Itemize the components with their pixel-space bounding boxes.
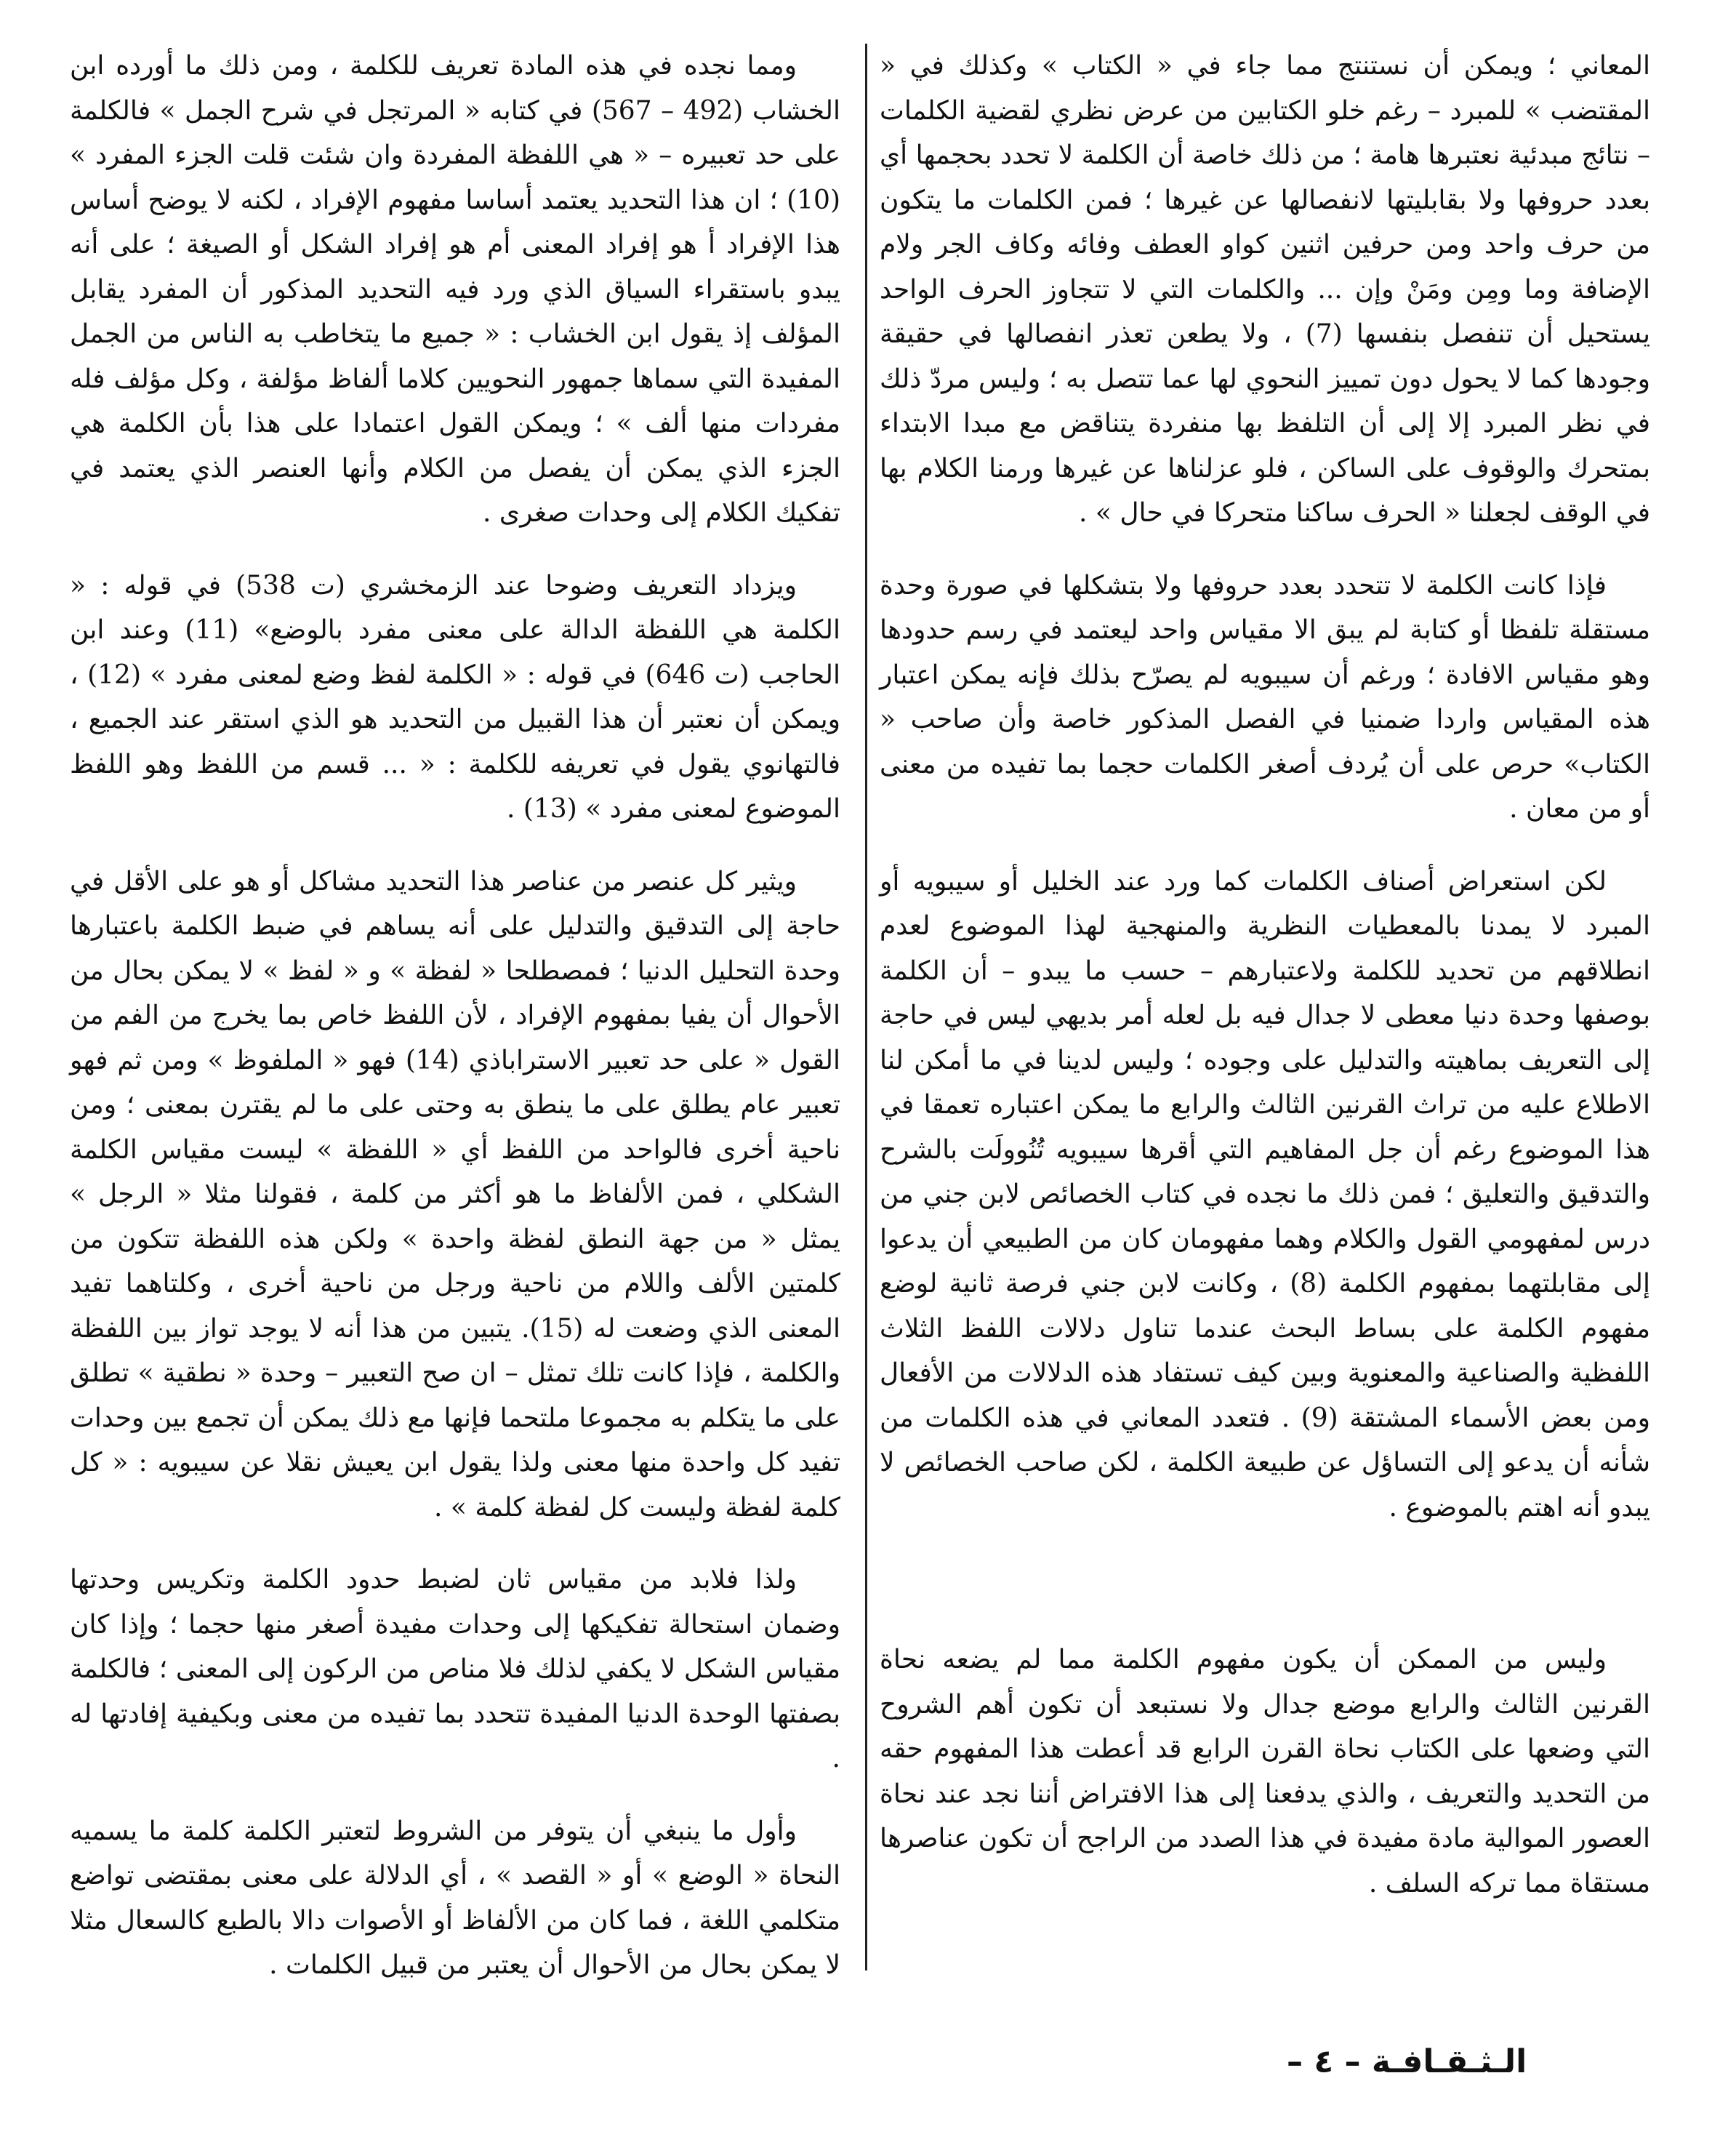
paragraph: ولذا فلابد من مقياس ثان لضبط حدود الكلمة وتكريس وحدتها وضمان استحالة تفكيكها إلى وحدات مفيدة أصغر منها حجما ؛ وإذا كان مقياس الشكل لا يكفي لذلك فلا مناص من الركون إلى المعنى ؛ فالكلمة بصفتها الوحدة الدنيا المفيدة تتحدد بما تفيده من معنى وبكيفية إفادتها له . — [70, 1565, 840, 1773]
page-footer: الـثـقـافـة – ٤ – — [1287, 2043, 1527, 2080]
paragraph: ويزداد التعريف وضوحا عند الزمخشري (ت 538) في قوله : « الكلمة هي اللفظة الدالة على معنى مفرد بالوضع» (11) وعند ابن الحاجب (ت 646) في قوله : « الكلمة لفظ وضع لمعنى مفرد » (12) ، ويمكن أن نعتبر أن هذا القبيل من التحديد هو الذي استقر عند الجميع ، فالتهانوي يقول في تعريفه للكلمة : « ... قسم من اللفظ وهو اللفظ الموضوع لمعنى مفرد » (13) . — [70, 570, 841, 824]
left-column — [70, 44, 840, 2016]
paragraph: ويثير كل عنصر من عناصر هذا التحديد مشاكل أو هو على الأقل في حاجة إلى التدقيق والتدليل على أنه يساهم في ضبط الكلمة باعتبارها وحدة التحليل الدنيا ؛ فمصطلحا « لفظة » و « لفظ » لا يمكن بحال من الأحوال أن يفيا بمفهوم الإفراد ، لأن اللفظ خاص بما يخرج من الفم من القول « على حد تعبير الاستراباذي (14) فهو « الملفوظ » ومن ثم فهو تعبير عام يطلق على ما ينطق به وحتى على ما لم يقترن بمعنى ؛ ومن ناحية أخرى فالواحد من اللفظ أي « اللفظة » ليست مقياس الكلمة الشكلي ، فمن الألفاظ ما هو أكثر من كلمة ، فقولنا مثلا « الرجل » يمثل « من جهة النطق لفظة واحدة » ولكن هذه اللفظة تتكون من كلمتين الألف واللام من ناحية ورجل من ناحية أخرى ، وكلتاهما تفيد المعنى الذي وضعت له (15). يتبين من هذا أنه لا يوجد تواز بين اللفظة والكلمة ، فإذا كانت تلك تمثل – ان صح التعبير – وحدة « نطقية » تطلق على ما يتكلم به مجموعا ملتحما فإنها مع ذلك يمكن أن تجمع بين وحدات تفيد كل واحدة منها معنى ولذا يقول ابن يعيش نقلا عن سيبويه : « كل كلمة لفظة وليست كل لفظة كلمة » . — [70, 866, 841, 1523]
paragraph: فإذا كانت الكلمة لا تتحدد بعدد حروفها ولا بتشكلها في صورة وحدة مستقلة تلفظا أو كتابة لم يبق الا مقياس واحد لیعتمد في رسم حدودها وهو مقياس الافادة ؛ ورغم أن سيبويه لم يصرّح بذلك فإنه يمكن اعتبار هذه المقياس واردا ضمنيا في الفصل المذكور خاصة وأن صاحب « الكتاب» حرص على أن يُردف أصغر الكلمات حجما بما تفيده من معنى أو من معان . — [880, 570, 1650, 824]
right-column — [880, 44, 1650, 1933]
paragraph: ومما نجده في هذه المادة تعريف للكلمة ، ومن ذلك ما أورده ابن الخشاب (492 – 567) في كتابه « المرتجل في شرح الجمل » فالكلمة على حد تعبيره – « هي اللفظة المفردة وان شئت قلت الجزء المفرد » (10) ؛ ان هذا التحديد يعتمد أساسا مفهوم الإفراد ، لكنه لا يوضح أساس هذا الإفراد أ هو إفراد المعنى أم هو إفراد الشكل أو الصيغة ؛ على أنه يبدو باستقراء السياق الذي ورد فيه التحديد المذكور أن المفرد يقابل المؤلف إذ يقول ابن الخشاب : « جميع ما يتخاطب به الناس من الجمل المفيدة التي سماها جمهور النحويين كلاما ألفاظ مؤلفة ، وكل مؤلف فله مفردات منها ألف » ؛ ويمكن القول اعتمادا على هذا بأن الكلمة هي الجزء الذي يمكن أن يفصل من الكلام وأنها العنصر الذي يعتمد في تفكيك الكلام إلى وحدات صغرى . — [70, 51, 841, 528]
paragraph: المعاني ؛ ويمكن أن نستنتج مما جاء في « الكتاب » وكذلك في « المقتضب » للمبرد – رغم خلو الكتابين من عرض نظري لقضية الكلمات – نتائج مبدئية نعتبرها هامة ؛ من ذلك خاصة أن الكلمة لا تحدد بحجمها أي بعدد حروفها ولا بقابليتها لانفصالها عن غيرها ؛ فمن الكلمات ما يتكون من حرف واحد ومن حرفين اثنين كواو العطف وفائه وكاف الجر ولام الإضافة وما ومِن ومَنْ وإن ... والكلمات التي لا تتجاوز الحرف الواحد يستحيل أن تنفصل بنفسها (7) ، ولا يطعن تعذر انفصالها في حقيقة وجودها كما لا يحول دون تمييز النحوي لها عما تتصل به ؛ وليس مردّ ذلك في نظر المبرد إلا إلى أن التلفظ بها منفردة يتناقض مع مبدا الابتداء بمتحرك والوقوف على الساكن ، فلو عزلناها عن غيرها ورمنا الكلام بها في الوقف لجعلنا « الحرف ساكنا متحركا في حال » . — [880, 51, 1650, 528]
paragraph-spacer — [880, 1557, 1650, 1637]
paragraph: لكن استعراض أصناف الكلمات كما ورد عند الخليل أو سيبويه أو المبرد لا يمدنا بالمعطيات النظرية والمنهجية لهذا الموضوع لعدم انطلاقهم من تحديد للكلمة ولاعتبارهم – حسب ما يبدو – أن الكلمة بوصفها وحدة دنيا معطى لا جدال فيه بل لعله أمر بديهي ليس في حاجة إلى التعريف بماهيته والتدليل على وجوده ؛ وليس لدينا في ما أمكن لنا الاطلاع عليه من تراث القرنين الثالث والرابع ما يمكن اعتباره تعمقا في هذا الموضوع رغم أن جل المفاهيم التي أقرها سيبويه تُنُوولَت بالشرح والتدقيق والتعليق ؛ فمن ذلك ما نجده في كتاب الخصائص لابن جني من درس لمفهومي القول والكلام وهما مفهومان كان من الطبيعي أن يدعوا إلى مقابلتهما بمفهوم الكلمة (8) ، وكانت لابن جني فرصة ثانية لوضع مفهوم الكلمة على بساط البحث عندما تناول دلالات اللفظ الثلاث اللفظية والصناعية والمعنوية وبين كيف تستفاد هذه الدلالات من الأفعال ومن بعض الأسماء المشتقة (9) . فتعدد المعاني في هذه الكلمات من شأنه أن يدعو إلى التساؤل عن طبيعة الكلمة ، لكن صاحب الخصائص لا يبدو أنه اهتم بالموضوع . — [880, 866, 1650, 1523]
paragraph: وليس من الممكن أن يكون مفهوم الكلمة مما لم يضعه نحاة القرنين الثالث والرابع موضع جدال ولا نستبعد أن تكون أهم الشروح التي وضعها على الكتاب نحاة القرن الرابع قد أعطت هذا المفهوم حقه من التحديد والتعريف ، والذي يدفعنا إلى هذا الافتراض أننا نجد عند نحاة العصور الموالية مادة مفيدة في هذا الصدد من الراجح أن تكون عناصرها مستقاة مما تركه السلف . — [880, 1645, 1650, 1899]
column-divider — [865, 44, 867, 1970]
paragraph: وأول ما ينبغي أن يتوفر من الشروط لتعتبر الكلمة كلمة ما يسميه النحاة « الوضع » أو « القصد » ، أي الدلالة على معنى بمقتضى تواضع متكلمي اللغة ، فما كان من الألفاظ أو الأصوات دالا بالطبع كالسعال مثلا لا يمكن بحال من الأحوال أن يعتبر من قبيل الكلمات . — [70, 1816, 840, 1980]
